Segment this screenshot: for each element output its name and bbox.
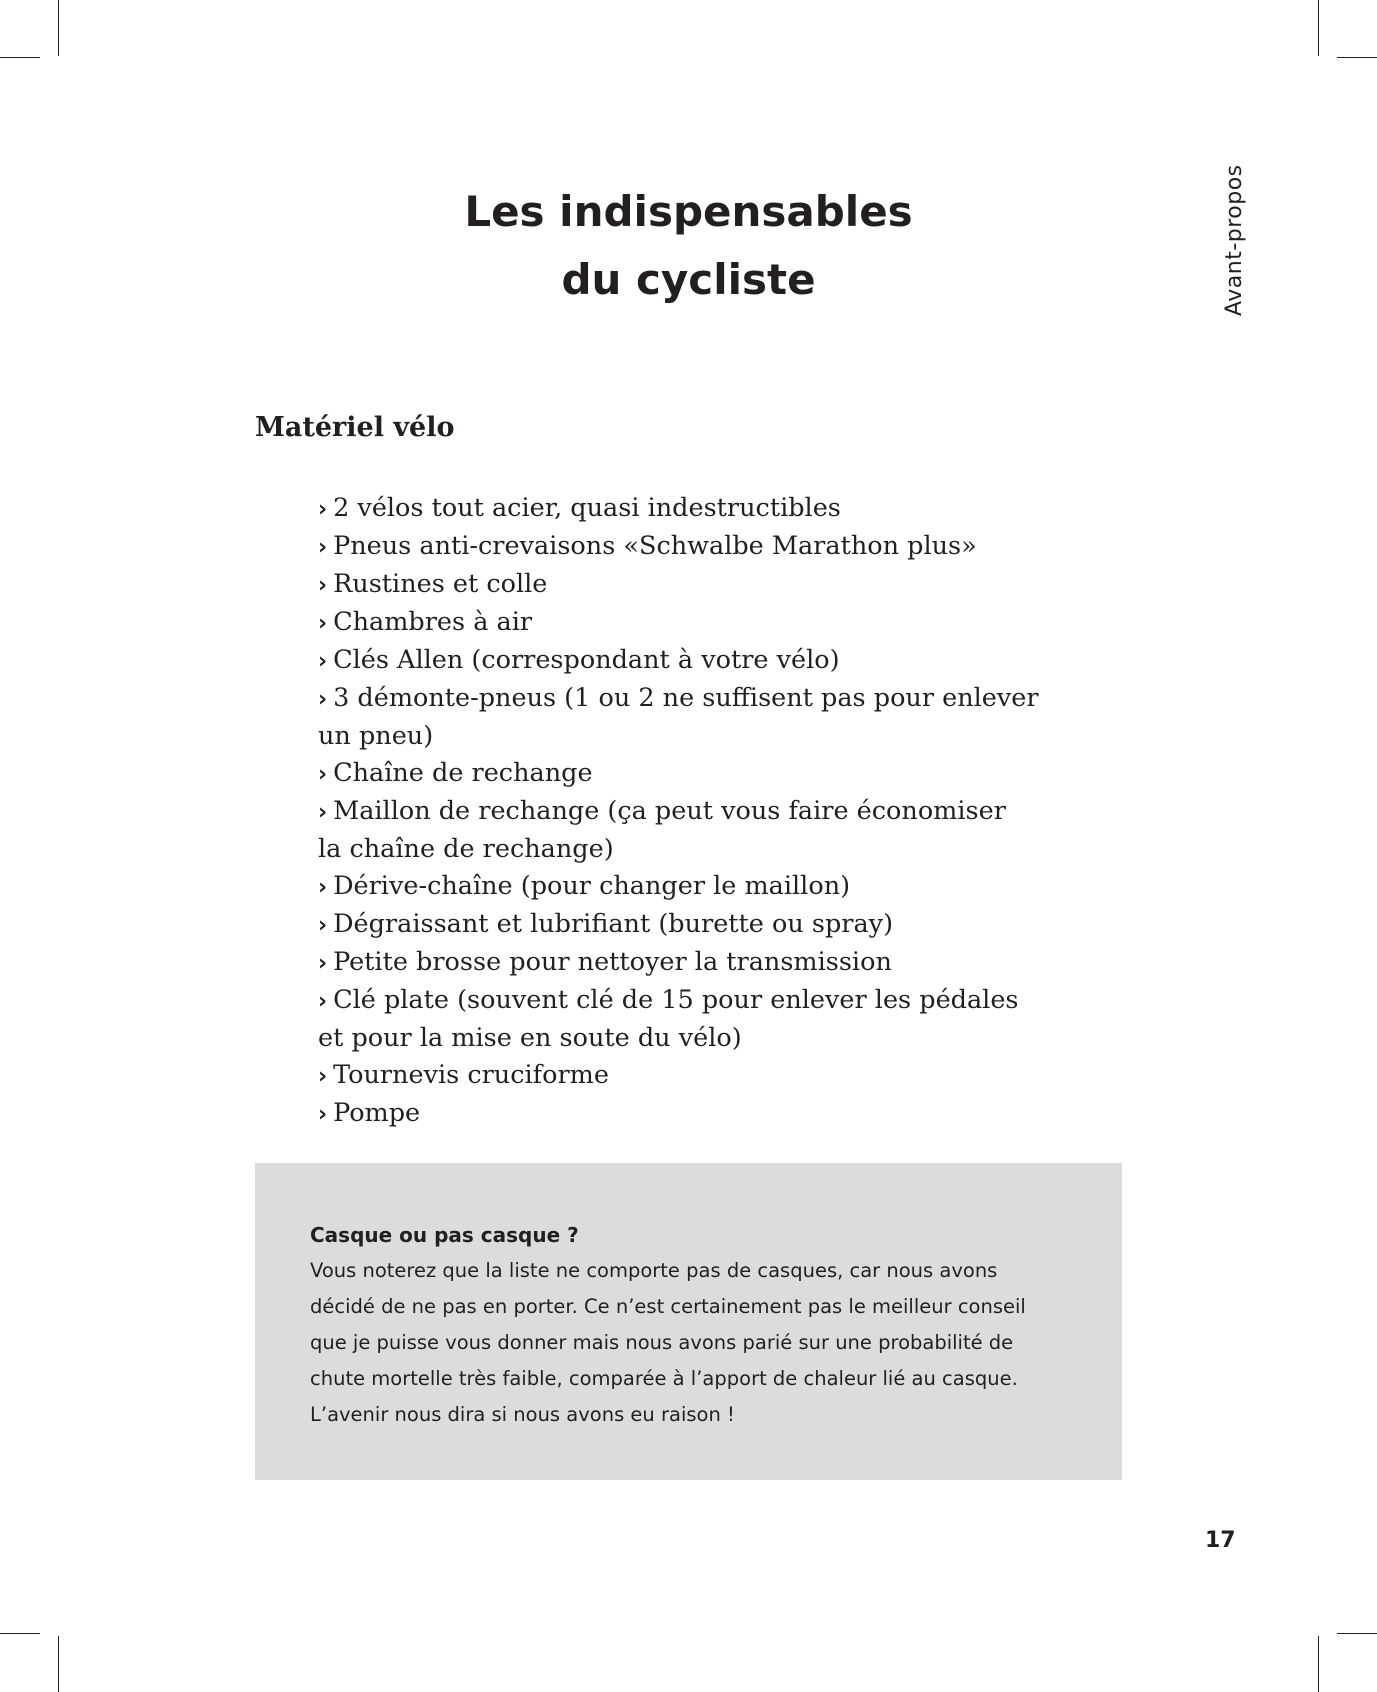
- list-item: [318, 1095, 1058, 1133]
- list-item-text: Pneus anti-crevaisons «Schwalbe Marathon plus»: [333, 531, 977, 561]
- list-item-text: un pneu): [318, 721, 434, 751]
- list-item-text: Clés Allen (correspondant à votre vélo): [333, 645, 840, 675]
- list-item-text: Chaîne de rechange: [333, 758, 593, 788]
- chevron-right-icon: ›: [318, 989, 328, 1014]
- chevron-right-icon: ›: [318, 497, 328, 522]
- list-item-text: Rustines et colle: [333, 569, 548, 599]
- chevron-right-icon: ›: [318, 762, 328, 787]
- list-item-text: Chambres à air: [333, 607, 533, 637]
- list-item: [318, 490, 1058, 528]
- list-item-text: Petite brosse pour nettoyer la transmission: [333, 947, 892, 977]
- list-item: [318, 944, 1058, 982]
- list-item-text: 2 vélos tout acier, quasi indestructibles: [333, 493, 841, 523]
- list-item-text: la chaîne de rechange): [318, 834, 614, 864]
- note-line: décidé de ne pas en porter. Ce n’est certainement pas le meilleur conseil: [310, 1295, 1026, 1318]
- page-title-line-2: du cycliste: [561, 255, 816, 304]
- list-item: [318, 680, 1058, 718]
- note-line: Vous noterez que la liste ne comporte pas de casques, car nous avons: [310, 1259, 998, 1282]
- list-item: [318, 528, 1058, 566]
- chevron-right-icon: ›: [318, 535, 328, 560]
- note-line: L’avenir nous dira si nous avons eu raison !: [310, 1403, 735, 1426]
- crop-mark-top-left-v: [58, 0, 59, 56]
- list-item: [318, 1057, 1058, 1095]
- list-item-continuation: [318, 718, 1058, 755]
- list-item-text: Tournevis cruciforme: [333, 1060, 609, 1090]
- list-item-text: Pompe: [333, 1098, 421, 1128]
- section-heading: Matériel vélo: [255, 412, 455, 443]
- chevron-right-icon: ›: [318, 875, 328, 900]
- list-item: [318, 755, 1058, 793]
- chevron-right-icon: ›: [318, 951, 328, 976]
- chevron-right-icon: ›: [318, 913, 328, 938]
- chevron-right-icon: ›: [318, 573, 328, 598]
- list-item: [318, 982, 1058, 1020]
- crop-mark-top-left-h: [0, 57, 40, 58]
- list-item-continuation: [318, 1020, 1058, 1057]
- list-item: [318, 566, 1058, 604]
- list-item: [318, 906, 1058, 944]
- list-item: [318, 868, 1058, 906]
- page-title-line-1: Les indispensables: [464, 187, 913, 236]
- list-item-text: 3 démonte-pneus (1 ou 2 ne suffisent pas pour enlever: [333, 683, 1039, 713]
- chevron-right-icon: ›: [318, 611, 328, 636]
- list-item-text: Maillon de rechange (ça peut vous faire économiser: [333, 796, 1006, 826]
- list-item-text: et pour la mise en soute du vélo): [318, 1023, 742, 1053]
- chevron-right-icon: ›: [318, 649, 328, 674]
- crop-mark-bottom-right-h: [1337, 1633, 1377, 1634]
- list-item: [318, 604, 1058, 642]
- list-item-text: Dérive-chaîne (pour changer le maillon): [333, 871, 851, 901]
- chevron-right-icon: ›: [318, 1102, 328, 1127]
- list-item-text: Dégraissant et lubrifiant (burette ou spray): [333, 909, 894, 939]
- crop-mark-bottom-left-v: [58, 1636, 59, 1692]
- chevron-right-icon: ›: [318, 800, 328, 825]
- crop-mark-bottom-left-h: [0, 1633, 40, 1634]
- section-side-tab: Avant-propos: [1222, 164, 1247, 316]
- list-item-continuation: [318, 831, 1058, 868]
- note-line: chute mortelle très faible, comparée à l’apport de chaleur lié au casque.: [310, 1367, 1018, 1390]
- crop-mark-top-right-v: [1318, 0, 1319, 56]
- note-box: [255, 1163, 1122, 1480]
- crop-mark-bottom-right-v: [1318, 1636, 1319, 1692]
- list-item: [318, 642, 1058, 680]
- note-content: [310, 1217, 1090, 1433]
- page-title: [0, 178, 1377, 314]
- note-line: que je puisse vous donner mais nous avons parié sur une probabilité de: [310, 1331, 1014, 1354]
- equipment-list: [318, 490, 1058, 1133]
- crop-mark-top-right-h: [1337, 57, 1377, 58]
- list-item-text: Clé plate (souvent clé de 15 pour enlever les pédales: [333, 985, 1019, 1015]
- chevron-right-icon: ›: [318, 687, 328, 712]
- note-title: Casque ou pas casque ?: [310, 1223, 579, 1247]
- list-item: [318, 793, 1058, 831]
- chevron-right-icon: ›: [318, 1064, 328, 1089]
- page-number: 17: [1205, 1528, 1236, 1553]
